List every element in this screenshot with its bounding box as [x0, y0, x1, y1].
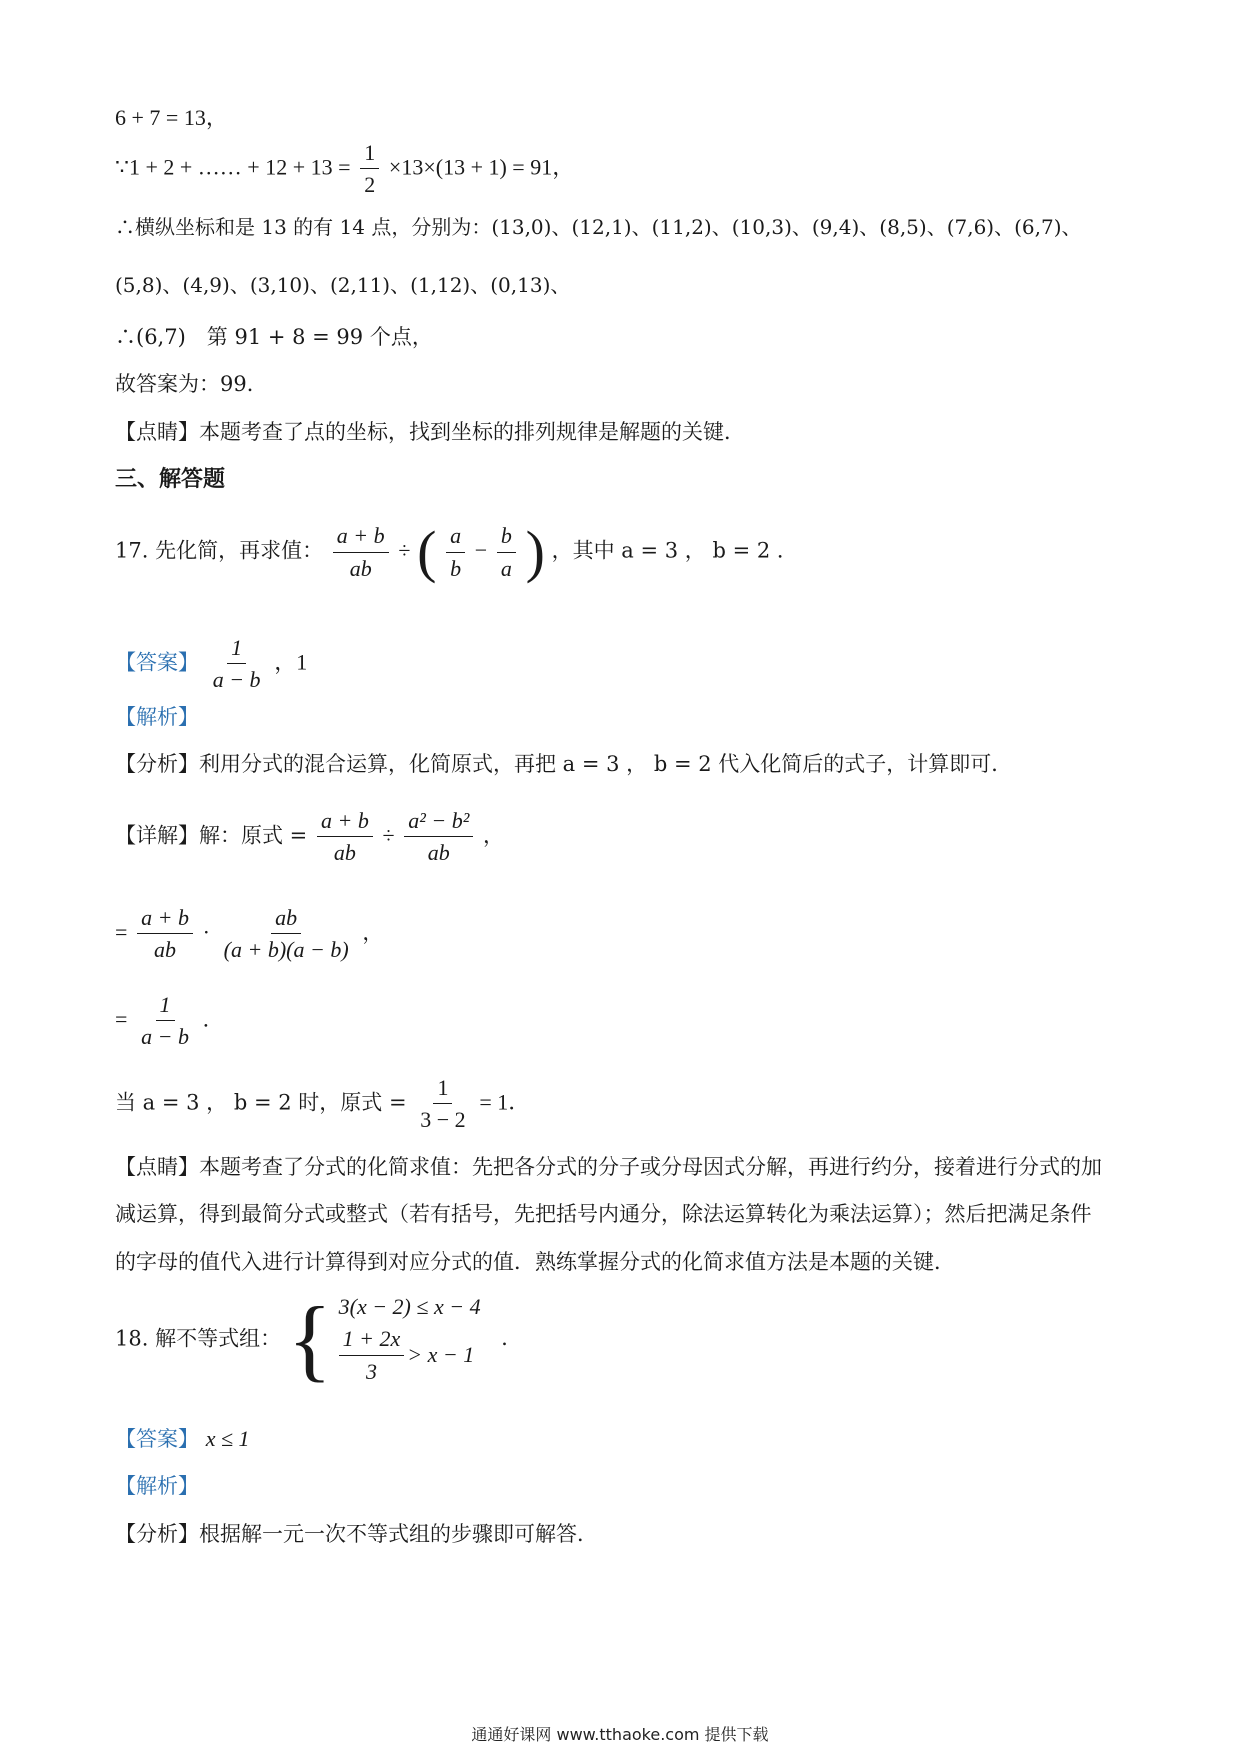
minus-sign: −	[474, 537, 488, 563]
answer-tail: ，1	[274, 649, 308, 675]
frac-numerator: a + b	[137, 905, 193, 934]
q17-dianjing-2: 减运算，得到最简分式或整式（若有括号，先把括号内通分，除法运算转化为乘法运算）；然后把满足条件	[115, 1202, 1092, 1226]
frac-numerator: 1	[360, 140, 379, 169]
divide-sign: ÷	[382, 822, 395, 848]
q17-fenxi: 【分析】利用分式的混合运算，化简原式，再把 a = 3 ， b = 2 代入化简后的式子，计算即可．	[115, 752, 1013, 776]
inequality-system	[339, 1294, 481, 1384]
q17-step3	[115, 992, 224, 1050]
right-paren: )	[525, 519, 545, 584]
frac-denominator: 2	[364, 172, 376, 198]
step2-fraction-1	[137, 905, 193, 963]
answer-label: 【答案】	[115, 1427, 199, 1451]
comma: ，	[362, 920, 384, 945]
frac-numerator: 1	[156, 992, 175, 1021]
q18-question	[115, 1288, 523, 1390]
frac-numerator: a + b	[317, 808, 373, 837]
frac-denominator: b	[450, 555, 462, 581]
sol16-line1: 6 + 7 = 13，	[115, 105, 228, 130]
q17-fraction-2	[446, 523, 465, 581]
divide-sign: ÷	[398, 537, 411, 563]
xj-fraction-2	[404, 808, 473, 866]
frac-denominator: 3 − 2	[420, 1107, 466, 1133]
q17-fraction-1	[333, 523, 389, 581]
frac-numerator: 1	[433, 1075, 452, 1104]
frac-denominator: ab	[333, 840, 356, 866]
left-paren: (	[417, 519, 437, 584]
sol16-line4: (5,8)、(4,9)、(3,10)、(2,11)、(1,12)、(0,13)、	[115, 273, 571, 297]
q18-prefix: 18. 解不等式组：	[115, 1326, 282, 1351]
q17-prefix: 17. 先化简，再求值：	[115, 538, 324, 563]
xiangjie-label: 【详解】解：原式 =	[115, 823, 308, 848]
q18-suffix: ．	[501, 1326, 523, 1351]
answer-value: x ≤ 1	[205, 1426, 250, 1451]
step2-fraction-2	[220, 905, 353, 963]
q18-answer	[115, 1426, 250, 1452]
frac-denominator: ab	[427, 840, 450, 866]
system-brace: {	[287, 1288, 332, 1390]
page-footer: 通通好课网 www.tthaoke.com 提供下载	[471, 1725, 769, 1744]
sol16-line2-post: ×13×(13 + 1) = 91，	[388, 154, 575, 180]
when-result: = 1．	[479, 1089, 531, 1115]
q17-analysis-label: 【解析】	[115, 705, 199, 729]
q17-fraction-3	[497, 523, 516, 581]
q17-dianjing-3: 的字母的值代入进行计算得到对应分式的值．熟练掌握分式的化简求值方法是本题的关键．	[115, 1250, 955, 1274]
q17-substitute	[115, 1075, 530, 1133]
frac-numerator: a² − b²	[404, 808, 473, 837]
inequality-1: 3(x − 2) ≤ x − 4	[338, 1294, 481, 1320]
q17-suffix: ，其中 a = 3 ， b = 2 ．	[551, 538, 798, 563]
equals-sign: =	[115, 919, 128, 945]
q17-answer-fraction	[209, 635, 265, 693]
frac-denominator: a	[500, 555, 512, 581]
sol16-line3: ∴横纵坐标和是 13 的有 14 点，分别为：(13,0)、(12,1)、(11,2)、(10,3)、(9,4)、(8,5)、(7,6)、(6,7)、	[115, 215, 1082, 239]
equals-sign: =	[115, 1006, 128, 1032]
frac-denominator: 3	[365, 1358, 377, 1384]
when-fraction	[416, 1075, 469, 1133]
q17-step2	[115, 905, 383, 963]
inequality-2	[339, 1326, 481, 1384]
frac-denominator: a − b	[212, 667, 261, 693]
frac-denominator: a − b	[141, 1024, 189, 1050]
ineq2-fraction	[339, 1326, 405, 1384]
frac-numerator: a + b	[333, 523, 389, 552]
comma: ，	[483, 823, 505, 848]
answer-label: 【答案】	[115, 650, 199, 675]
section-heading: 三、解答题	[115, 467, 226, 492]
sol16-line2	[115, 140, 574, 198]
period: ．	[202, 1007, 224, 1032]
frac-denominator: (a + b)(a − b)	[223, 937, 349, 963]
sol16-line6: 故答案为：99．	[115, 372, 268, 396]
when-text: 当 a = 3 ， b = 2 时，原式 =	[115, 1090, 407, 1115]
frac-numerator: 1 + 2x	[339, 1326, 405, 1355]
q18-analysis-label: 【解析】	[115, 1474, 199, 1498]
q18-fenxi: 【分析】根据解一元一次不等式组的步骤即可解答．	[115, 1522, 598, 1546]
q17-xiangjie	[115, 808, 504, 866]
q17-answer	[115, 635, 307, 693]
xj-fraction-1	[317, 808, 373, 866]
q17-question	[115, 519, 798, 584]
frac-numerator: a	[446, 523, 465, 552]
step3-fraction	[137, 992, 193, 1050]
frac-denominator: ab	[154, 937, 177, 963]
q17-dianjing-1: 【点睛】本题考查了分式的化简求值：先把各分式的分子或分母因式分解，再进行约分，接着进行分式的加	[115, 1155, 1102, 1179]
sol16-line2-pre: ∵1 + 2 + …… + 12 + 13 =	[115, 154, 351, 180]
sol16-line5: ∴(6,7) 第 91 + 8 = 99 个点，	[115, 325, 433, 349]
ineq2-tail: > x − 1	[407, 1342, 475, 1367]
dot-sign: ·	[202, 919, 210, 945]
sol16-dianjing: 【点睛】本题考查了点的坐标，找到坐标的排列规律是解题的关键．	[115, 420, 745, 444]
frac-numerator: b	[497, 523, 516, 552]
frac-denominator: ab	[349, 555, 372, 581]
frac-numerator: 1	[227, 635, 246, 664]
sol16-fraction-half	[360, 140, 379, 198]
frac-numerator: ab	[271, 905, 301, 934]
